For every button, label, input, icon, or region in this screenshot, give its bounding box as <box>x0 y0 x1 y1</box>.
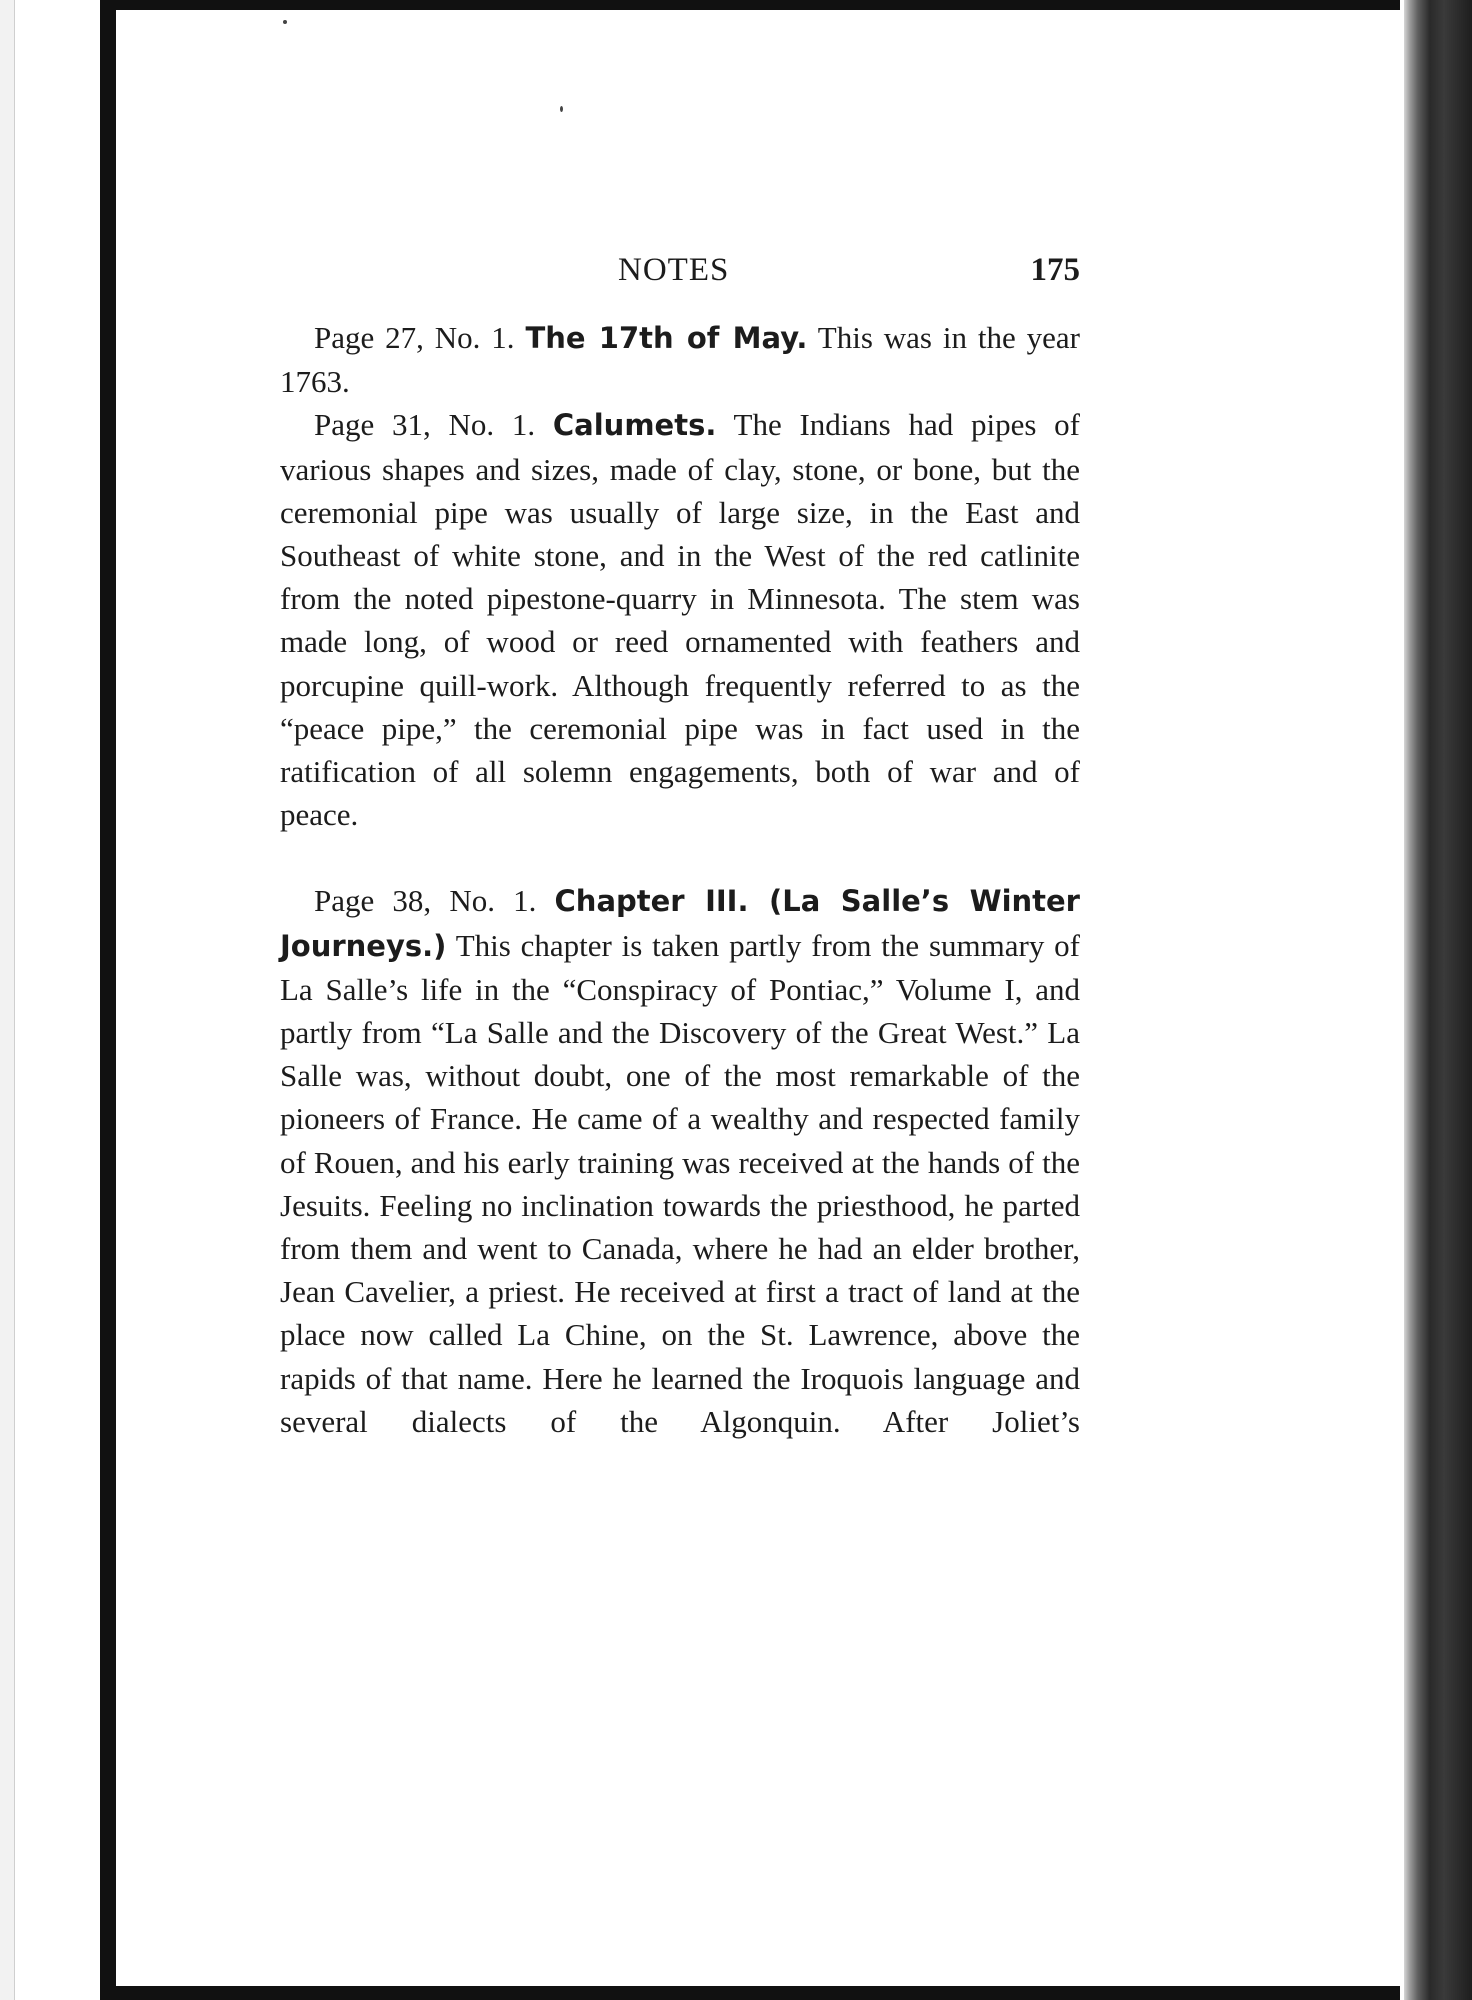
left-page-edge <box>0 0 15 2000</box>
running-head <box>280 252 1080 296</box>
page-number: 175 <box>1030 252 1080 288</box>
scan-border-left <box>100 0 116 2000</box>
scan-border-top <box>100 0 1400 10</box>
note-heading: Calumets. <box>552 408 717 443</box>
running-title: NOTES <box>618 252 730 288</box>
note-reference: Page 38, No. 1. <box>314 883 537 919</box>
note-reference: Page 31, No. 1. <box>314 407 536 443</box>
note-entry <box>280 316 1080 403</box>
scan-speck <box>283 20 287 24</box>
book-spine-edge <box>1404 0 1472 2000</box>
note-heading: Chapter III. (La Salle’s Winter Journeys.) <box>280 884 1080 963</box>
note-entry <box>280 403 1080 836</box>
scan-border-bottom <box>100 1986 1400 2000</box>
note-heading: The 17th of May. <box>525 321 808 355</box>
note-text: The Indians had pipes of various shapes and sizes, made of clay, stone, or bone, but the ceremonial pipe was usually of large size, in the East and Southeast of white stone, and in the West of the red catlinite from the noted pipestone-quarry in Minnesota. The stem was made long, of wood or reed ornamented with feathers and porcupine quill-work. Although frequently referred to as the “peace pipe,” the ceremonial pipe was in fact used in the ratification of all solemn engagements, both of war and of peace. <box>280 407 1080 833</box>
note-text: This was in the year 1763. <box>280 320 1080 400</box>
scan-speck <box>560 106 563 112</box>
note-entry <box>280 879 1080 1443</box>
notes-body <box>280 316 1080 1443</box>
note-text: This chapter is taken partly from the summary of La Salle’s life in the “Conspiracy of Pontiac,” Volume I, and partly from “La Salle and the Discovery of the Great West.” La Salle was, without doubt, one of the most remarkable of the pioneers of France. He came of a wealthy and respected family of Rouen, and his early training was received at the hands of the Jesuits. Feeling no inclination towards the priesthood, he parted from them and went to Canada, where he had an elder brother, Jean Cavelier, a priest. He received at first a tract of land at the place now called La Chine, on the St. Lawrence, above the rapids of that name. Here he learned the Iroquois language and several dialects of the Algonquin. After Joliet’s <box>280 927 1080 1439</box>
note-reference: Page 27, No. 1. <box>314 320 515 355</box>
